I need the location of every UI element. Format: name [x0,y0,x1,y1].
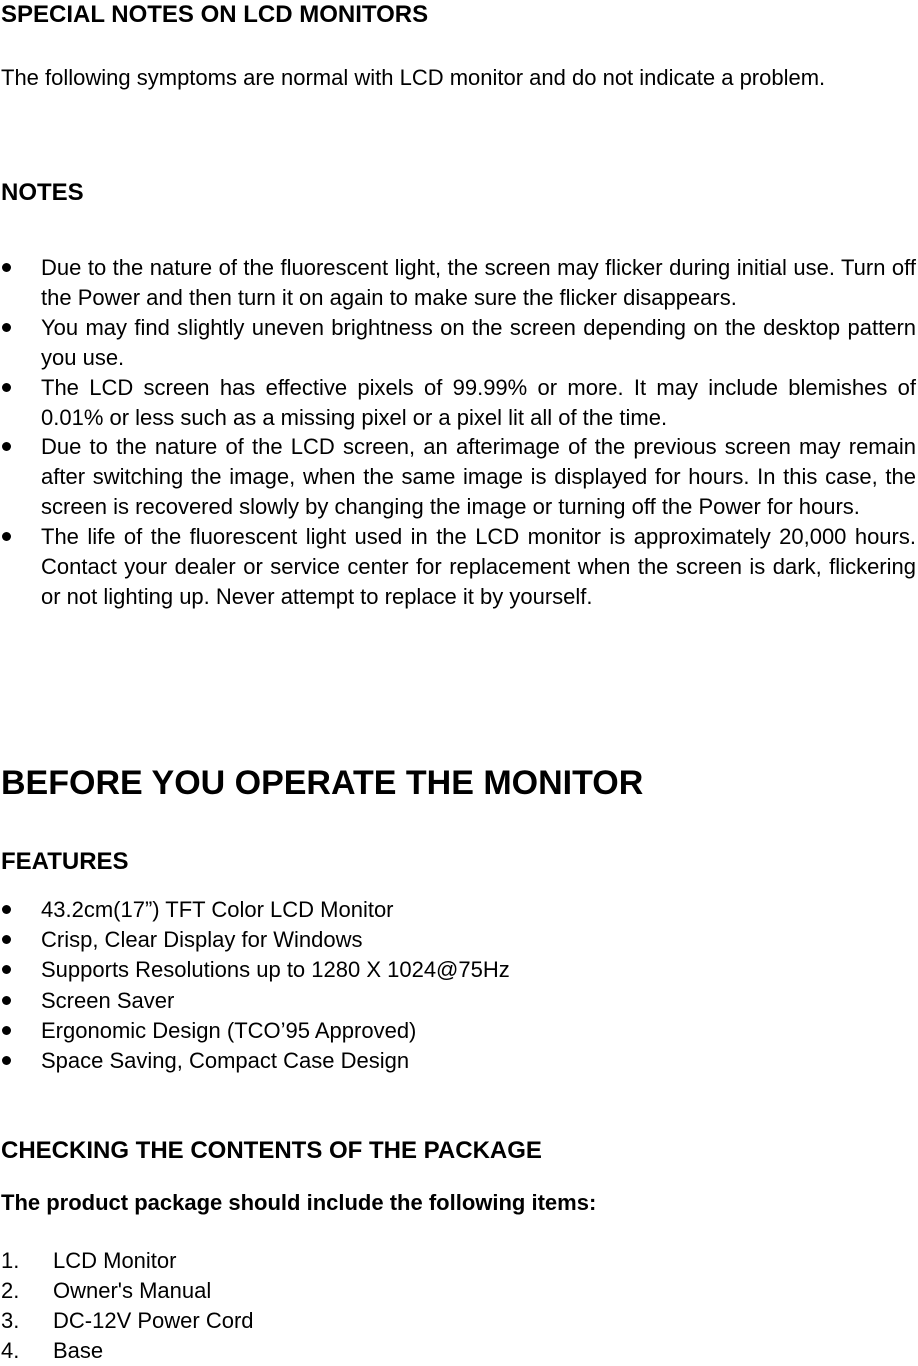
bullet-icon [2,263,11,272]
features-item-text: Ergonomic Design (TCO’95 Approved) [41,1017,417,1043]
package-item [1,1246,254,1276]
package-heading: CHECKING THE CONTENTS OF THE PACKAGE [1,1137,542,1164]
features-item-text: 43.2cm(17”) TFT Color LCD Monitor [41,897,394,922]
notes-heading: NOTES [1,179,84,206]
package-item-number: 2. [1,1278,20,1303]
package-item [1,1306,254,1336]
notes-item [1,313,916,373]
features-item [1,986,916,1016]
package-item-label: LCD Monitor [53,1248,177,1273]
package-item-label: Owner's Manual [53,1278,212,1303]
bullet-icon [2,905,11,914]
features-item [1,1046,916,1076]
notes-item-text: Due to the nature of the LCD screen, an afterimage of the previous screen may remain after switching the image, when the same image is displayed for hours. In this case, the screen is recovered slowly by changing the image or turning off the Power for hours. [41,434,916,520]
bullet-icon [2,965,11,974]
special-notes-intro: The following symptoms are normal with LCD monitor and do not indicate a problem. [1,65,826,90]
notes-item-text: The life of the fluorescent light used in the LCD monitor is approximately 20,000 hours. Contact your dealer or service center for replacement when the screen is dark, flickering or not lighting up. Never attempt to replace it by yourself. [41,524,916,609]
notes-item-text: You may find slightly uneven brightness on the screen depending on the desktop pattern you use. [41,314,916,370]
bullet-icon [2,1026,11,1035]
package-subheading: The product package should include the following items: [1,1190,597,1215]
features-list [1,895,916,1076]
bullet-icon [2,383,11,392]
package-item [1,1336,254,1366]
bullet-icon [2,532,11,541]
features-item [1,955,916,985]
notes-item-text: The LCD screen has effective pixels of 99.99% or more. It may include blemishes of 0.01% or less such as a missing pixel or a pixel lit all of the time. [41,374,916,430]
package-item-number: 1. [1,1248,20,1273]
before-operate-heading: BEFORE YOU OPERATE THE MONITOR [1,764,644,802]
bullet-icon [2,442,11,451]
features-item-text: Screen Saver [41,987,175,1013]
bullet-icon [2,1056,11,1065]
package-item-label: DC-12V Power Cord [53,1308,254,1333]
notes-item-text: Due to the nature of the fluorescent light, the screen may flicker during initial use. Turn off the Power and then turn it on again to make sure the flicker disappears. [41,255,916,310]
special-notes-title: SPECIAL NOTES ON LCD MONITORS [1,1,429,28]
package-item-number: 3. [1,1308,20,1333]
features-item [1,1016,916,1046]
bullet-icon [2,996,11,1005]
notes-item [1,253,916,313]
package-item-label: Base [53,1338,104,1363]
package-list [1,1246,254,1366]
package-item [1,1276,254,1306]
bullet-icon [2,323,11,332]
package-item-number: 4. [1,1338,20,1363]
features-item-text: Supports Resolutions up to 1280 X 1024@75Hz [41,957,510,983]
features-item-text: Space Saving, Compact Case Design [41,1048,410,1074]
notes-item [1,432,916,522]
notes-item [1,373,916,433]
notes-list [1,253,916,612]
notes-item [1,522,916,612]
features-item [1,925,916,955]
bullet-icon [2,935,11,944]
features-item-text: Crisp, Clear Display for Windows [41,927,363,953]
features-heading: FEATURES [1,848,129,875]
features-item [1,895,916,925]
